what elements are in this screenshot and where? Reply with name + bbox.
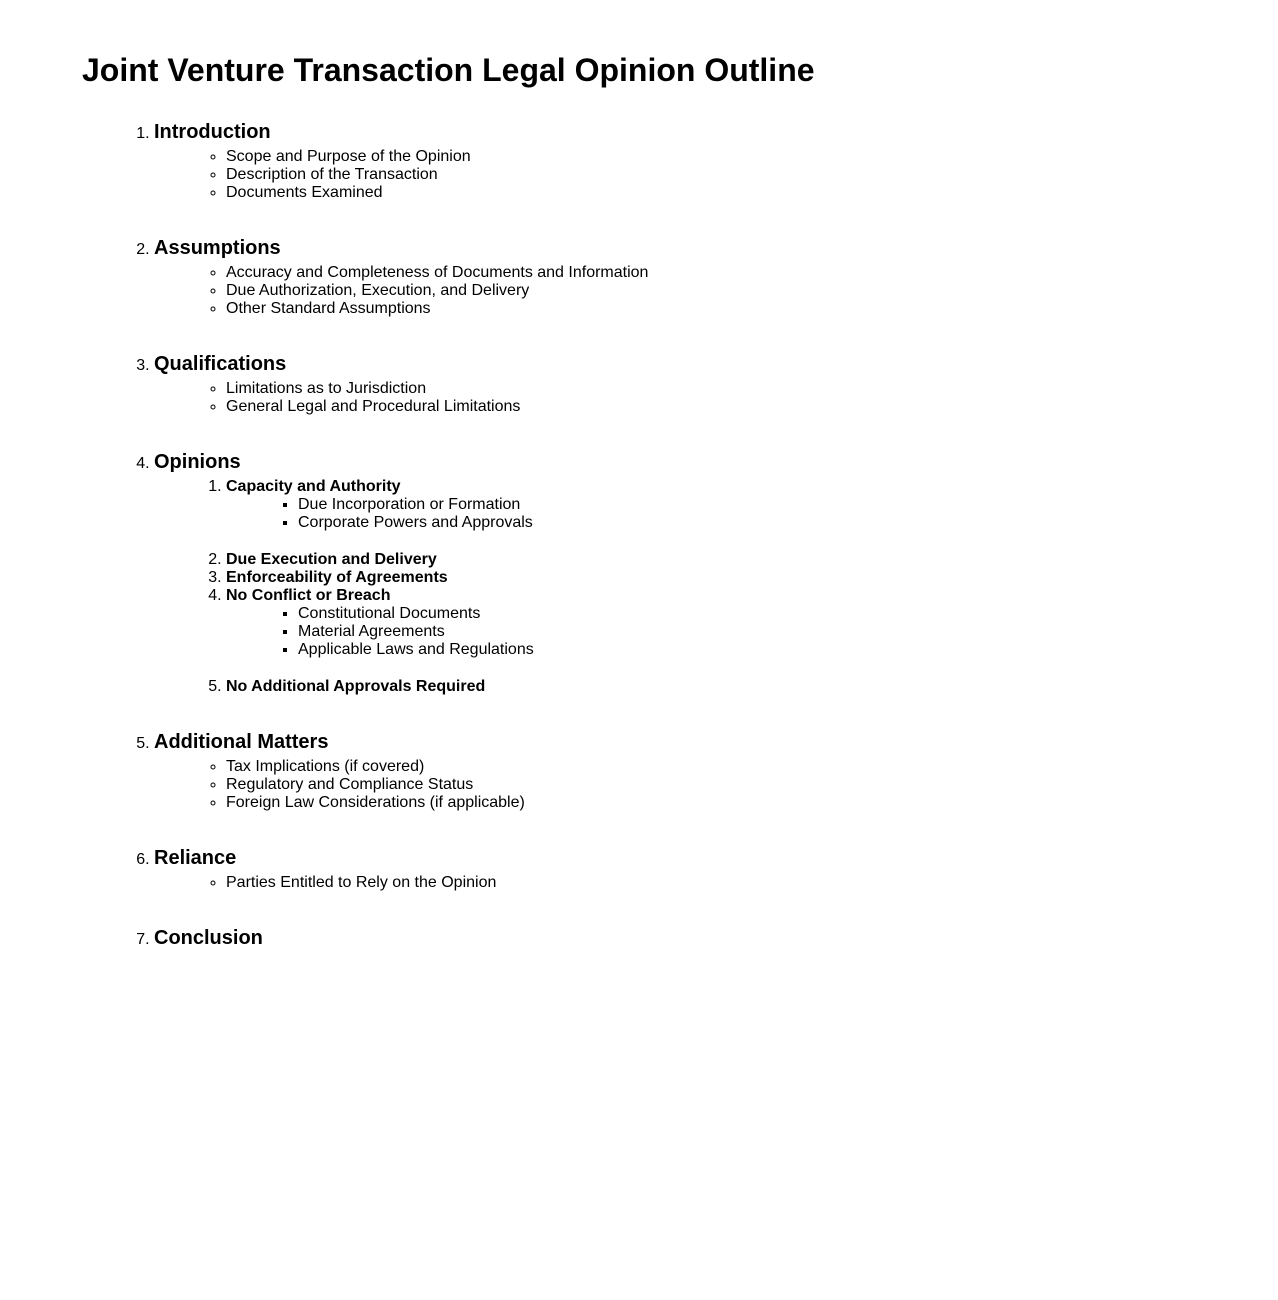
opinion-list bbox=[154, 478, 1278, 696]
list-item: ▪ Applicable Laws and Regulations bbox=[298, 641, 1278, 659]
section-qualifications bbox=[154, 352, 1278, 416]
page-title: Joint Venture Transaction Legal Opinion Outline bbox=[82, 52, 815, 88]
opinion-item bbox=[226, 678, 1278, 696]
list-item: ▪ Due Incorporation or Formation bbox=[298, 496, 1278, 514]
list-item: ▪ Corporate Powers and Approvals bbox=[298, 514, 1278, 532]
section-title: Opinions bbox=[154, 451, 241, 473]
opinion-item bbox=[226, 587, 1278, 659]
section-title: Qualifications bbox=[154, 353, 287, 375]
opinion-title: Due Execution and Delivery bbox=[226, 551, 437, 568]
list-item: ◦ Tax Implications (if covered) bbox=[226, 758, 1278, 776]
opinion-subitems bbox=[226, 496, 1278, 532]
list-item: ◦ General Legal and Procedural Limitations bbox=[226, 398, 1278, 416]
section-title: Introduction bbox=[154, 121, 271, 143]
list-item: ◦ Due Authorization, Execution, and Delivery bbox=[226, 282, 1278, 300]
opinion-item bbox=[226, 478, 1278, 532]
list-item: ◦ Scope and Purpose of the Opinion bbox=[226, 148, 1278, 166]
section-title: Assumptions bbox=[154, 237, 281, 259]
list-item: ◦ Parties Entitled to Rely on the Opinion bbox=[226, 874, 1278, 892]
section-introduction bbox=[154, 120, 1278, 202]
list-item: ◦ Limitations as to Jurisdiction bbox=[226, 380, 1278, 398]
opinion-title: Capacity and Authority bbox=[226, 478, 401, 495]
section-opinions bbox=[154, 450, 1278, 696]
outline-sections bbox=[82, 120, 1278, 950]
section-additional-matters bbox=[154, 730, 1278, 812]
opinion-title: Enforceability of Agreements bbox=[226, 569, 448, 586]
opinion-subitems bbox=[226, 605, 1278, 659]
opinion-title: No Conflict or Breach bbox=[226, 587, 391, 604]
section-items bbox=[154, 758, 1278, 812]
list-item: ▪ Material Agreements bbox=[298, 623, 1278, 641]
list-item: ◦ Documents Examined bbox=[226, 184, 1278, 202]
opinion-item bbox=[226, 569, 1278, 587]
section-items bbox=[154, 264, 1278, 318]
section-items bbox=[154, 380, 1278, 416]
section-title: Conclusion bbox=[154, 927, 263, 949]
section-conclusion bbox=[154, 926, 1278, 950]
list-item: ◦ Description of the Transaction bbox=[226, 166, 1278, 184]
opinion-title: No Additional Approvals Required bbox=[226, 678, 486, 695]
section-title: Reliance bbox=[154, 847, 237, 869]
section-items bbox=[154, 148, 1278, 202]
opinion-item bbox=[226, 551, 1278, 569]
section-items bbox=[154, 874, 1278, 892]
list-item: ◦ Foreign Law Considerations (if applicable) bbox=[226, 794, 1278, 812]
list-item: ◦ Other Standard Assumptions bbox=[226, 300, 1278, 318]
section-reliance bbox=[154, 846, 1278, 892]
section-assumptions bbox=[154, 236, 1278, 318]
list-item: ▪ Constitutional Documents bbox=[298, 605, 1278, 623]
list-item: ◦ Regulatory and Compliance Status bbox=[226, 776, 1278, 794]
list-item: ◦ Accuracy and Completeness of Documents and Information bbox=[226, 264, 1278, 282]
document bbox=[82, 48, 1278, 984]
section-title: Additional Matters bbox=[154, 731, 329, 753]
